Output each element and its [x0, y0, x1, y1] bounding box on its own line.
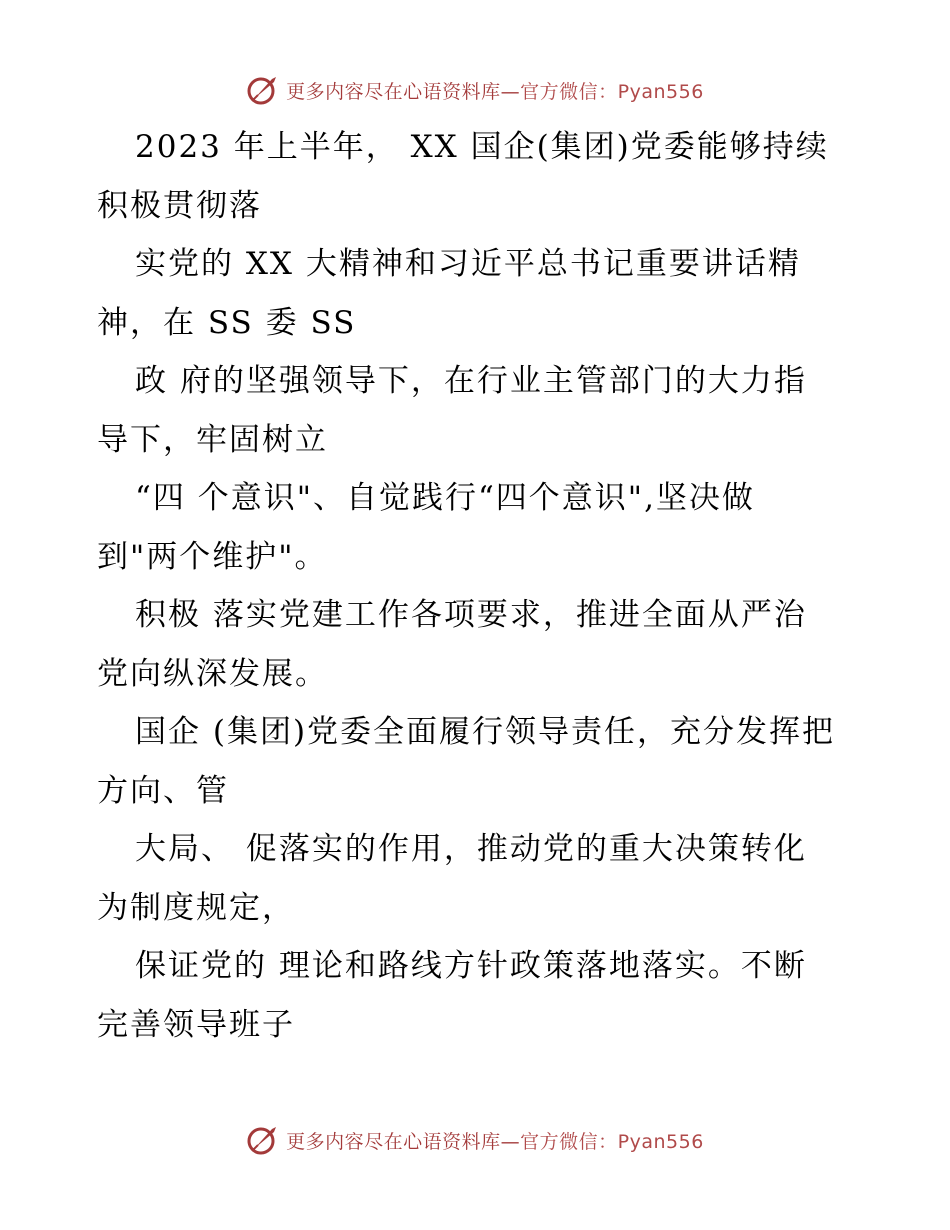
paragraph-2: 实党的 XX 大精神和习近平总书记重要讲话精神，在 SS 委 SS: [97, 246, 801, 341]
watermark-separator: —: [500, 80, 521, 103]
paragraph-4: “四 个意识"、自觉践行“四个意识",坚决做到"两个维护"。: [97, 480, 755, 575]
paragraph-1: 2023 年上半年， XX 国企(集团)党委能够持续积极贯彻落: [97, 129, 829, 224]
footer-watermark: [0, 1120, 950, 1160]
paragraph-6: 国企 (集团)党委全面履行领导责任，充分发挥把方向、管: [97, 714, 836, 809]
watermark-text: [286, 77, 704, 104]
quill-pen-circle-icon: [246, 73, 280, 107]
paragraph-8: 保证党的 理论和路线方针政策落地落实。不断完善领导班子: [97, 948, 807, 1043]
quill-pen-circle-icon: [246, 1123, 280, 1157]
watermark-contact-text: 官方微信：Pyan556: [520, 80, 704, 103]
watermark-separator: —: [500, 1130, 521, 1153]
paragraph-7: 大局、 促落实的作用，推动党的重大决策转化为制度规定，: [97, 831, 807, 926]
paragraph-5: 积极 落实党建工作各项要求，推进全面从严治党向纵深发展。: [97, 597, 807, 692]
watermark-contact-text: 官方微信：Pyan556: [520, 1130, 704, 1153]
watermark-site-text: 更多内容尽在心语资料库: [286, 1130, 501, 1153]
paragraph-3: 政 府的坚强领导下，在行业主管部门的大力指导下，牢固树立: [97, 363, 807, 458]
document-body: [97, 118, 837, 1054]
header-watermark: [0, 70, 950, 110]
watermark-text: [286, 1127, 704, 1154]
watermark-site-text: 更多内容尽在心语资料库: [286, 80, 501, 103]
